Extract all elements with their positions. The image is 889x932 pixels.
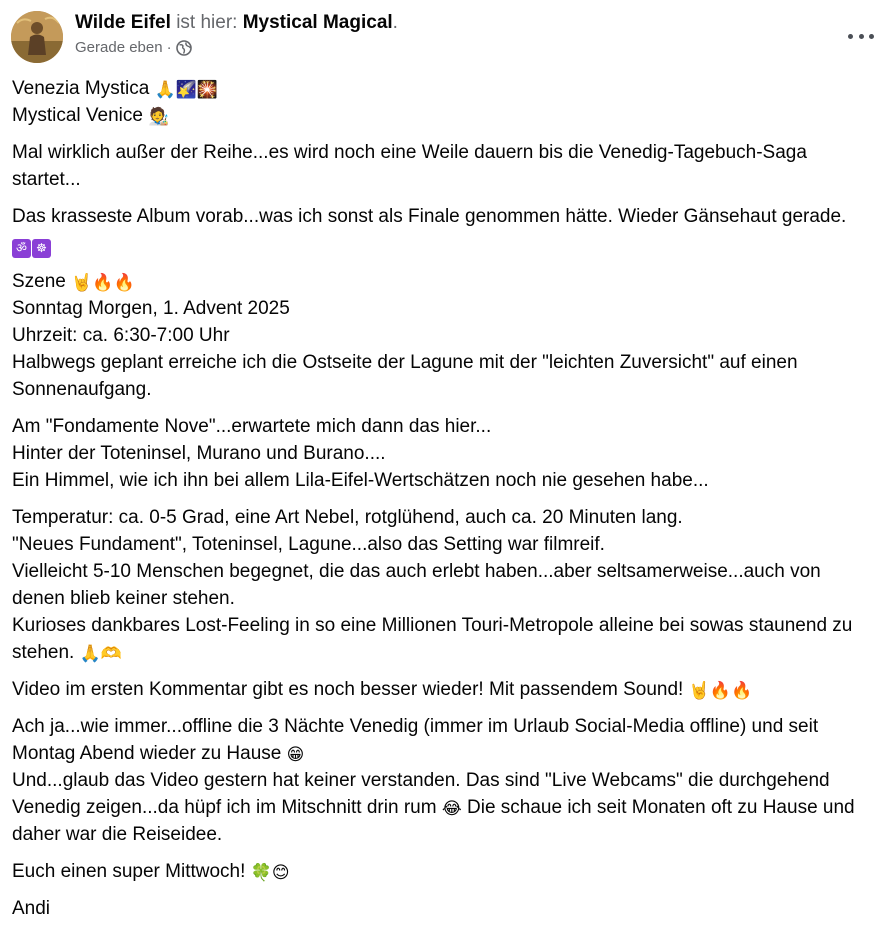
text-line: Und...glaub das Video gestern hat keiner verstanden. Das sind "Live Webcams" die durchgehend Venedig zeigen...da hüpf ich im Mitschnitt drin rum [12,770,830,818]
avatar[interactable] [11,11,63,63]
meta-separator: · [166,39,172,56]
text-line: Mal wirklich außer der Reihe...es wird noch eine Weile dauern bis die Venedig-Tagebuch-Saga startet... [12,142,807,190]
pray-emoji: 🙏 [79,644,101,664]
text-line: Vielleicht 5-10 Menschen begegnet, die das auch erlebt haben...aber seltsamerweise...auch von denen blieb keiner stehen. [12,561,821,609]
place-name[interactable]: Mystical Magical [242,12,393,33]
avatar-photo [11,11,63,63]
fire-emoji: 🔥 [92,273,114,293]
sign-of-horns-emoji: 🤘 [688,681,710,701]
paragraph-5 [12,413,878,494]
text-line: Die schaue ich seit Monaten oft zu Hause und daher war die Reiseidee. [12,797,855,845]
text-line: Uhrzeit: ca. 6:30-7:00 Uhr [12,325,230,346]
wheel-of-dharma-emoji: ☸ [32,239,51,258]
text-line: Video im ersten Kommentar gibt es noch besser wieder! Mit passendem Sound! [12,679,684,700]
more-options-icon[interactable] [848,29,874,43]
text-line: Mystical Venice [12,105,143,126]
text-line: Am "Fondamente Nove"...erwartete mich dann das hier... [12,416,492,437]
paragraph-4 [12,268,878,403]
post-header [11,11,889,63]
paragraph-1 [12,75,878,129]
paragraph-7 [12,676,878,703]
signature: Andi [12,898,51,919]
text-line: Euch einen super Mittwoch! [12,861,246,882]
artist-emoji: 🧑‍🎨 [148,107,170,127]
grin-emoji: 😁 [286,745,305,765]
four-leaf-clover-emoji: 🍀 [250,863,272,883]
text-line: "Neues Fundament", Toteninsel, Lagune...also das Setting war filmreif. [12,534,605,555]
post-meta [75,39,398,57]
paragraph-3 [12,203,878,258]
sparkler-emoji: 🎇 [196,80,219,100]
text-line: Halbwegs geplant erreiche ich die Ostseite der Lagune mit der "leichten Zuversicht" auf einen Sonnenaufgang. [12,352,798,400]
paragraph-9 [12,858,878,885]
text-line: Sonntag Morgen, 1. Advent 2025 [12,298,290,319]
text-line: Venezia Mystica [12,78,150,99]
text-line: Kurioses dankbares Lost-Feeling in so eine Millionen Touri-Metropole alleine bei sowas staunend zu stehen. [12,615,853,663]
pray-emoji: 🙏 [154,80,176,100]
globe-icon[interactable] [176,40,192,56]
joy-emoji: 😂 [441,799,462,819]
author-name[interactable]: Wilde Eifel [75,12,171,33]
header-title [75,12,398,34]
text-line: Ach ja...wie immer...offline die 3 Nächte Venedig (immer im Urlaub Social-Media offline) und seit Montag Abend wieder zu Hause [12,716,819,764]
paragraph-10 [12,895,878,922]
timestamp[interactable]: Gerade eben [75,39,163,56]
text-line: Hinter der Toteninsel, Murano und Burano.... [12,443,386,464]
paragraph-2 [12,139,878,193]
text-line: Ein Himmel, wie ich ihn bei allem Lila-Eifel-Wertschätzen noch nie gesehen habe... [12,470,709,491]
smile-emoji: 😊 [271,863,290,883]
fire-emoji: 🔥 [709,681,731,701]
om-emoji: ॐ [12,239,31,258]
fire-emoji: 🔥 [730,681,753,701]
shooting-star-emoji: 🌠 [175,80,197,100]
text-line: Temperatur: ca. 0-5 Grad, eine Art Nebel, rotglühend, auch ca. 20 Minuten lang. [12,507,683,528]
text-line: Szene [12,271,66,292]
paragraph-6 [12,504,878,666]
fire-emoji: 🔥 [113,273,135,293]
check-in-connector: ist hier: [176,12,238,33]
heart-hands-emoji: 🫶 [100,644,122,664]
place-suffix: . [392,12,398,33]
text-line: Das krasseste Album vorab...was ich sonst als Finale genommen hätte. Wieder Gänsehaut gerade. [12,206,847,227]
paragraph-8 [12,713,878,848]
post-body [12,75,878,932]
header-text [75,12,398,57]
sign-of-horns-emoji: 🤘 [71,273,93,293]
